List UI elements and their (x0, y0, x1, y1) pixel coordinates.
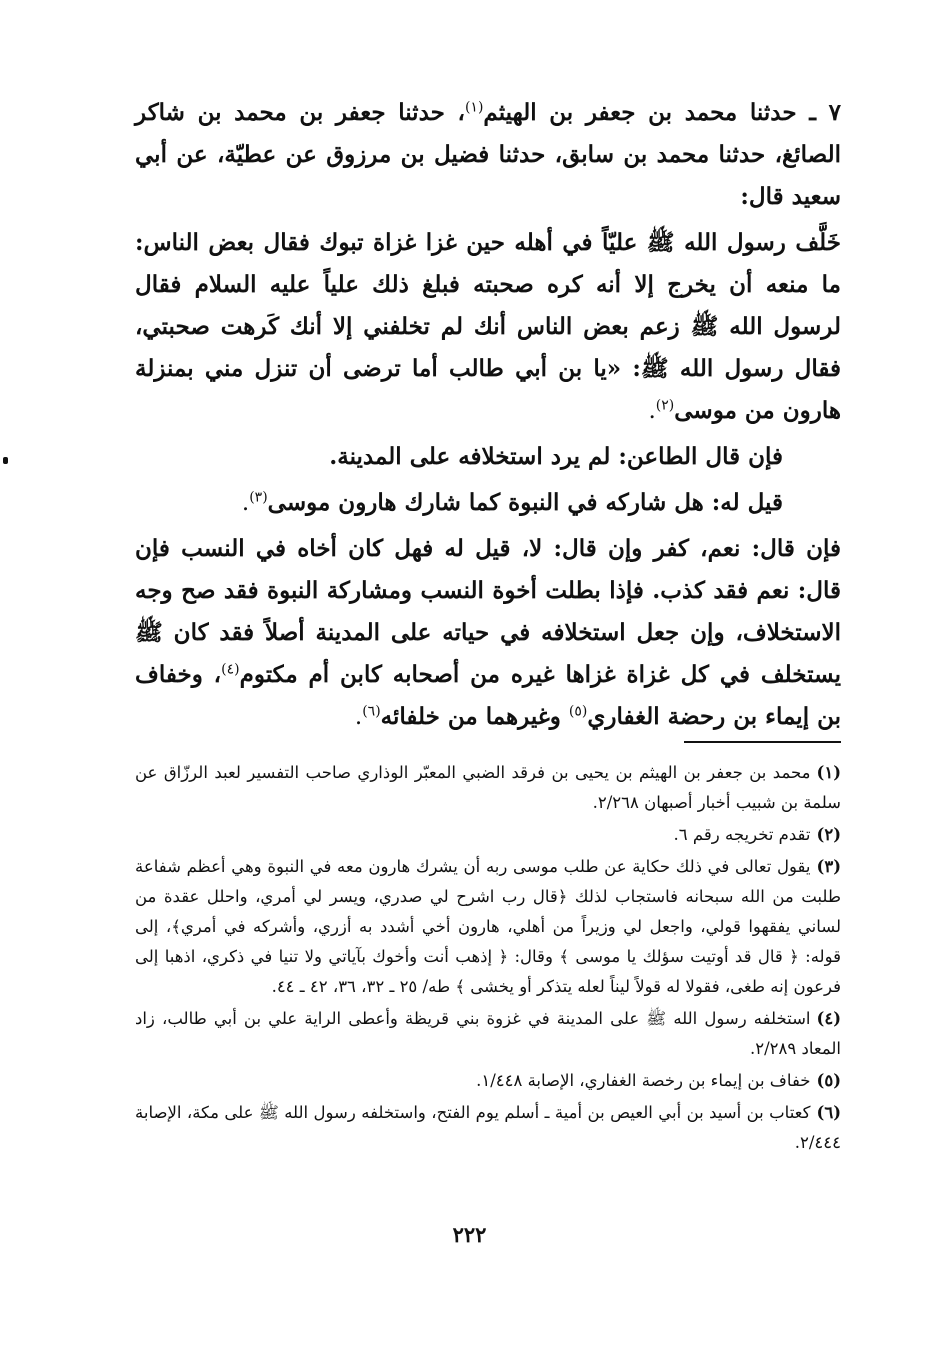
main-text (135, 92, 841, 738)
footnote-3 (135, 852, 841, 1002)
footnote-ref-3: (٣) (249, 489, 268, 506)
footnote-text: كعتاب بن أسيد بن أبي العيص بن أمية ـ أسلم يوم الفتح، واستخلفه رسول الله ﷺ على مكة، الإصابة ٢/٤٤٤. (135, 1103, 841, 1152)
footnote-number: (٢) (816, 825, 841, 844)
objection-text: لم يرد استخلافه على المدينة. (329, 443, 619, 470)
footnote-text: استخلفه رسول الله ﷺ على المدينة في غزوة بني قريظة وأعطى الراية علي بن أبي طالب، زاد المعاد ٢/٢٨٩. (135, 1009, 841, 1058)
footnote-number: (٣) (816, 857, 841, 876)
footnote-ref-1: (١) (464, 99, 484, 116)
hadith-chain-paragraph (135, 92, 841, 218)
argument-text: فإن قال: نعم، كفر وإن قال: لا، قيل له فهل كان أخاه في النسب فإن قال: نعم فقد كذب. فإذا بطلت أخوة النسب ومشاركة النبوة فقد صح وجه الاستخلاف، وإن جعل استخلافه في حياته على المدينة أصلاً فقد كان ﷺ يستخلف في كل غزاة غزاها غيره من أصحابه كابن أم مكتوم (135, 535, 841, 688)
footnote-text: تقدم تخريجه رقم ٦. (673, 825, 811, 844)
hadith-body-paragraph (135, 222, 841, 432)
footnote-text: يقول تعالى في ذلك حكاية عن طلب موسى ربه أن يشرك هارون معه في النبوة وهي أعظم شفاعة طلبت من الله سبحانه فاستجاب لذلك ﴿قال رب اشرح لي صدري، ويسر لي أمري، واحلل عقدة من لساني يفقهوا قولي، واجعل لي وزيراً من أهلي، هارون أخي أشدد به أزري، وأشركه في أمري﴾، إلى قوله: ﴿ قال قد أوتيت سؤلك يا موسى ﴾ وقال: ﴿ إذهب أنت وأخوك بآياتي ولا تنيا في ذكري، اذهبا إلى فرعون إنه طغى، فقولا له قولاً ليناً لعله يتذكر أو يخشى ﴾ طه/ ٢٥ ـ ٣٢، ٣٦، ٤٢ ـ ٤٤. (135, 857, 841, 996)
argument-paragraph (135, 528, 841, 738)
footnote-1 (135, 758, 841, 818)
argument-end: . (354, 704, 363, 730)
hadith-body-text: خَلَّف رسول الله ﷺ عليّاً في أهله حين غزا غزاة تبوك فقال بعض الناس: ما منعه أن يخرج إلا أنه كره صحبته فبلغ ذلك علياً عليه السلام فقال لرسول الله ﷺ زعم بعض الناس أنك لم تخلفني إلا أنك كَرهت صحبتي، فقال رسول الله ﷺ: «يا بن أبي طالب أما ترضى أن تنزل مني بمنزلة هارون من موسى (135, 229, 841, 424)
objection-label: فإن قال الطاعن: (618, 443, 783, 470)
footnote-text: محمد بن جعفر بن الهيثم بن يحيى بن فرقد الضبي المعبّر الوذاري صاحب التفسير لعبد الرزّاق عن سلمة بن شبيب أخبار أصبهان ٢/٢٦٨. (135, 763, 841, 812)
hadith-chain-text-cont: ، حدثنا جعفر بن محمد بن شاكر الصائغ، حدثنا محمد بن سابق، حدثنا فضيل بن مرزوق عن عطيّة، عن أبي سعيد قال: (135, 99, 841, 210)
footnote-number: (٥) (816, 1071, 841, 1090)
reply-end: . (241, 490, 250, 516)
footnote-divider (684, 741, 841, 743)
objection-paragraph (135, 436, 841, 478)
footnote-5 (135, 1066, 841, 1096)
footnotes-section (135, 758, 841, 1160)
footnote-number: (٦) (816, 1103, 841, 1122)
footnote-ref-4: (٤) (221, 661, 240, 678)
footnote-number: (٤) (816, 1009, 841, 1028)
page-number: ٢٢٢ (452, 1222, 487, 1247)
footnote-ref-2: (٢) (655, 397, 675, 414)
footnote-ref-5: (٥) (568, 703, 588, 720)
hadith-body-end: . (648, 398, 656, 424)
footnote-4 (135, 1004, 841, 1064)
footnote-6 (135, 1098, 841, 1158)
footnote-2 (135, 820, 841, 850)
reply-text: هل شاركه في النبوة كما شارك هارون موسى (267, 489, 712, 516)
reply-paragraph (135, 482, 841, 524)
scan-edge-mark (3, 457, 8, 464)
hadith-chain-text: ٧ ـ حدثنا محمد بن جعفر بن الهيثم (483, 99, 841, 126)
footnote-number: (١) (816, 763, 841, 782)
argument-text-cont2: وغيرهما من خلفائه (380, 703, 569, 730)
reply-label: قيل له: (711, 489, 783, 516)
footnote-text: خفاف بن إيماء بن رخصة الغفاري، الإصابة ١/٤٤٨. (476, 1071, 811, 1090)
argument-text-cont: ، وخفاف بن إيماء بن رحضة الغفاري (135, 661, 841, 730)
footnote-ref-6: (٦) (362, 703, 381, 720)
